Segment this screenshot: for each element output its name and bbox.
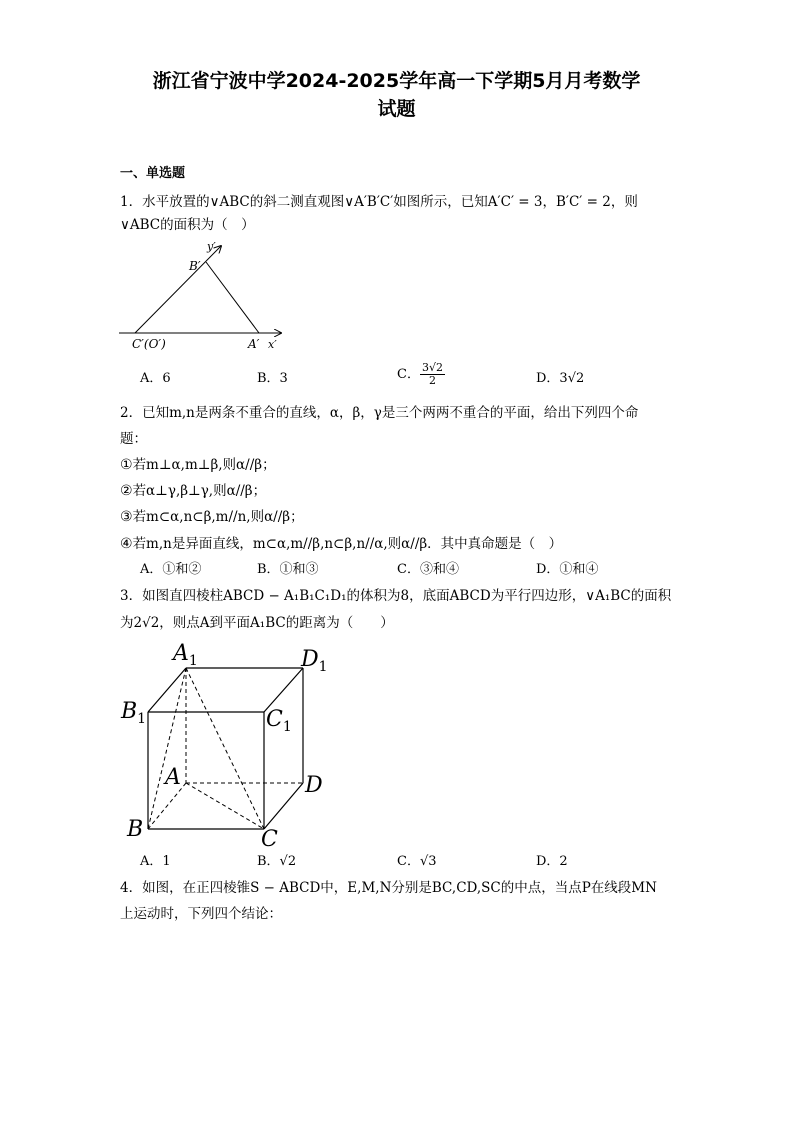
q3-label-d: D (305, 773, 323, 798)
q1-label-x: x′ (268, 338, 277, 351)
q2-option-b[interactable]: B．①和③ (257, 562, 319, 577)
q2-stem-line1: 2．已知m,n是两条不重合的直线，α，β，γ是三个两两不重合的平面，给出下列四个命 (120, 405, 639, 421)
q2-proposition-4-text: 若m,n是异面直线，m⊂α,m//β,n⊂β,n//α,则α//β．其中真命题是（ ） (132, 536, 563, 552)
q2-proposition-4-mark: ④ (120, 536, 133, 552)
q1-option-c-prefix: C． (397, 367, 420, 382)
q3-stem-line1: 3．如图直四棱柱ABCD − A₁B₁C₁D₁的体积为8，底面ABCD为平行四边形，∨A₁BC的面积 (120, 588, 672, 604)
q3-option-b[interactable]: B．√2 (257, 854, 297, 869)
q3-label-a: A (165, 765, 181, 790)
q2-proposition-3-mark: ③ (120, 509, 133, 525)
q3-label-c1: $C_1$ (266, 707, 292, 735)
q2-option-c[interactable]: C．③和④ (397, 562, 459, 577)
q3-segment-a1b (148, 668, 186, 829)
q3-option-c[interactable]: C．√3 (397, 854, 437, 869)
q2-proposition-3-text: 若m⊂α,n⊂β,m//n,则α//β； (132, 509, 304, 525)
q1-option-c[interactable] (397, 362, 445, 387)
q3-option-d[interactable]: D．2 (536, 854, 568, 869)
q2-option-d[interactable]: D．①和④ (536, 562, 599, 577)
q3-label-c: C (261, 827, 278, 850)
q2-proposition-1-mark: ① (120, 457, 133, 473)
q3-segment-a1c (186, 668, 264, 829)
q3-edge-d1c1 (264, 668, 303, 712)
q1-oblique-figure (115, 238, 295, 354)
q2-proposition-1 (120, 456, 276, 474)
q2-proposition-2-mark: ② (120, 483, 133, 499)
q4-stem-line1: 4．如图，在正四棱锥S − ABCD中，E,M,N分别是BC,CD,SC的中点，当点P在线段MN (120, 880, 657, 896)
q3-prism-figure (115, 636, 335, 850)
q2-stem-line2: 题： (120, 431, 147, 447)
q1-label-b: B′ (189, 259, 201, 273)
q3-label-b: B (127, 817, 144, 842)
q2-proposition-3 (120, 508, 304, 526)
q2-proposition-4 (120, 535, 562, 553)
q2-option-a[interactable]: A．①和② (140, 562, 202, 577)
q1-option-c-numerator: 3√2 (421, 361, 443, 374)
q1-label-a: A′ (248, 337, 260, 351)
q3-label-d1: $D_1$ (301, 647, 328, 675)
q1-stem-line2: ∨ABC的面积为（ ） (120, 217, 255, 233)
q2-proposition-1-text: 若m⊥α,m⊥β,则α//β； (132, 457, 276, 473)
q3-label-a1: $A_1$ (173, 641, 198, 669)
section-heading-single-choice: 一、单选题 (120, 166, 186, 181)
q3-label-b1: $B_1$ (121, 699, 147, 727)
q1-option-d[interactable]: D．3√2 (536, 371, 585, 386)
exam-title-line1: 浙江省宁波中学2024-2025学年高一下学期5月月考数学 (152, 70, 641, 92)
q4-stem-line2: 上运动时，下列四个结论： (120, 906, 282, 922)
q2-proposition-2 (120, 482, 266, 500)
exam-title-line2: 试题 (377, 98, 416, 120)
q1-option-c-denominator: 2 (428, 374, 436, 387)
q1-option-c-fraction (420, 362, 445, 387)
q1-label-y: y′ (207, 240, 216, 253)
q1-stem-line1: 1．水平放置的∨ABC的斜二测直观图∨A′B′C′如图所示，已知A′C′ = 3，B′C′ = 2，则 (120, 194, 638, 210)
q1-side-ba (206, 262, 259, 333)
q1-label-c: C′(O′) (132, 337, 166, 351)
q3-segment-ac (186, 783, 264, 829)
q3-edge-cd (264, 783, 303, 829)
q3-stem-line2: 为2√2，则点A到平面A₁BC的距离为（ ） (120, 615, 394, 631)
q3-option-a[interactable]: A．1 (140, 854, 171, 869)
q1-option-a[interactable]: A．6 (140, 371, 171, 386)
q1-y-axis (135, 246, 221, 333)
q1-option-b[interactable]: B．3 (257, 371, 288, 386)
q2-proposition-2-text: 若α⊥γ,β⊥γ,则α//β； (132, 483, 267, 499)
